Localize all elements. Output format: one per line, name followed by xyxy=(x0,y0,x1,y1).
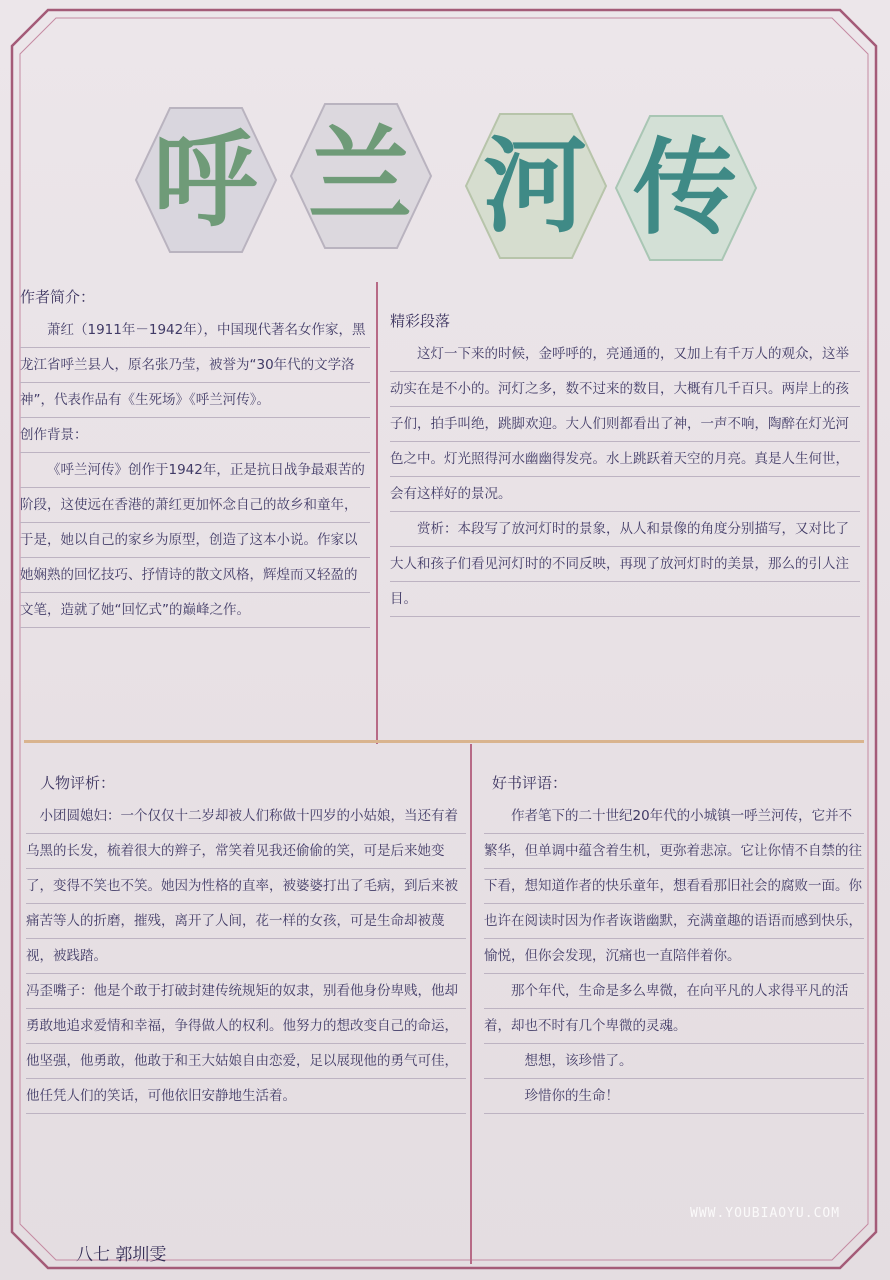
review-paragraph-2: 那个年代，生命是多么卑微，在向平凡的人求得平凡的活着，却也不时有几个卑微的灵魂。 xyxy=(484,983,849,1034)
review-heading: 好书评语： xyxy=(492,774,568,792)
title-banner xyxy=(130,100,770,280)
background-heading: 创作背景： xyxy=(20,427,88,443)
review-paragraph-4: 珍惜你的生命！ xyxy=(524,1088,619,1104)
review-section xyxy=(484,772,864,1114)
characters-heading: 人物评析： xyxy=(40,774,116,792)
excerpt-text: 这灯一下来的时候，金呼呼的，亮通通的，又加上有千万人的观众，这举动实在是不小的。河灯之多，数不过来的数目，大概有几千百只。两岸上的孩子们，拍手叫绝，跳脚欢迎。大人们则都看出了神，一声不响，陶醉在灯光河色之中。灯光照得河水幽幽得发亮。水上跳跃着天空的月亮。真是人生何世，会有这样好的景况。 xyxy=(390,346,849,502)
excerpt-heading: 精彩段落 xyxy=(390,312,451,330)
review-paragraph-3: 想想，该珍惜了。 xyxy=(524,1053,633,1069)
author-signature: 八七 郭圳雯 xyxy=(76,1245,167,1265)
author-intro-heading: 作者简介： xyxy=(20,288,96,306)
title-char: 呼 xyxy=(152,119,257,241)
title-hexagon xyxy=(130,100,280,260)
background-text: 《呼兰河传》创作于1942年，正是抗日战争最艰苦的阶段，这使远在香港的萧红更加怀念自己的故乡和童年，于是，她以自己的家乡为原型，创造了这本小说。作家以她娴熟的回忆技巧、抒情诗的散文风格，辉煌而又轻盈的文笔，造就了她“回忆式”的巅峰之作。 xyxy=(20,462,365,618)
character-xiaotuanyuan: 小团圆媳妇：一个仅仅十二岁却被人们称做十四岁的小姑娘，当还有着乌黑的长发，梳着很大的辫子，常笑着见我还偷偷的笑，可是后来她变了，变得不笑也不笑。她因为性格的直率，被婆婆打出了毛病，到后来被痛苦等人的折磨，摧残，离开了人间，花一样的女孩，可是生命却被蔑视，被践踏。 xyxy=(26,808,458,964)
title-hexagon xyxy=(610,108,760,268)
watermark: WWW.YOUBIAOYU.COM xyxy=(690,1206,841,1221)
column-divider xyxy=(376,282,378,744)
title-hexagon xyxy=(460,106,610,266)
author-bio: 萧红（1911年－1942年），中国现代著名女作家，黑龙江省呼兰县人，原名张乃莹，被誉为“30年代的文学洛神”，代表作品有《生死场》《呼兰河传》。 xyxy=(20,322,366,408)
title-hexagon xyxy=(285,96,435,256)
excerpt-section xyxy=(390,310,860,617)
title-char: 传 xyxy=(632,127,737,249)
characters-section xyxy=(26,772,466,1114)
title-char: 兰 xyxy=(307,115,412,237)
title-char: 河 xyxy=(482,125,587,247)
row-divider xyxy=(24,740,864,743)
review-paragraph-1: 作者笔下的二十世纪20年代的小城镇一呼兰河传，它并不繁华，但单调中蕴含着生机，更弥着悲凉。它让你情不自禁的往下看，想知道作者的快乐童年，想看看那旧社会的腐败一面。你也许在阅读时因为作者诙谐幽默，充满童趣的语语而感到快乐，愉悦，但你会发现，沉痛也一直陪伴着你。 xyxy=(484,808,862,964)
author-intro-section xyxy=(20,286,370,628)
column-divider xyxy=(470,744,472,1264)
excerpt-analysis: 赏析：本段写了放河灯时的景象，从人和景像的角度分别描写，又对比了大人和孩子们看见河灯时的不同反映，再现了放河灯时的美景，那么的引人注目。 xyxy=(390,521,849,607)
character-fengwaizui: 冯歪嘴子：他是个敢于打破封建传统规矩的奴隶，别看他身份卑贱，他却勇敢地追求爱情和幸福，争得做人的权利。他努力的想改变自己的命运，他坚强，他勇敢，他敢于和王大姑娘自由恋爱，足以展现他的勇气可佳，他任凭人们的笑话，可他依旧安静地生活着。 xyxy=(26,983,458,1104)
